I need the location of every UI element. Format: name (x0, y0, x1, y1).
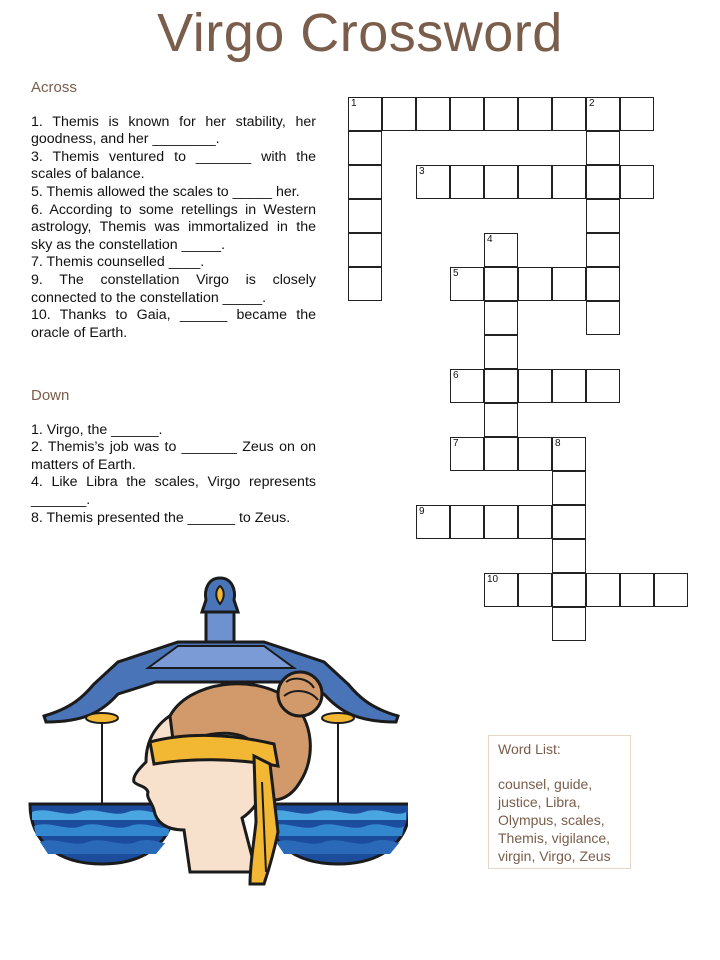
crossword-cell[interactable] (620, 573, 654, 607)
crossword-cell[interactable] (518, 505, 552, 539)
crossword-cell[interactable] (552, 607, 586, 641)
across-clue: 6. According to some retellings in Western astrology, Themis was immortalized in the sky as the constellation _____. (31, 201, 316, 253)
word-list-line: Olympus, scales, (498, 812, 605, 828)
clue-number: 9 (419, 506, 425, 517)
across-clues (31, 79, 316, 342)
crossword-cell[interactable] (450, 369, 484, 403)
crossword-cell[interactable] (654, 573, 688, 607)
crossword-cell[interactable] (552, 539, 586, 573)
crossword-cell[interactable] (586, 301, 620, 335)
crossword-cell[interactable] (348, 233, 382, 267)
right-scale-pan (266, 804, 408, 864)
crossword-cell[interactable] (348, 199, 382, 233)
crossword-cell[interactable] (586, 97, 620, 131)
crossword-cell[interactable] (518, 97, 552, 131)
clue-number: 3 (419, 166, 425, 177)
crossword-cell[interactable] (586, 369, 620, 403)
crossword-cell[interactable] (484, 267, 518, 301)
crossword-cell[interactable] (552, 267, 586, 301)
scale-finial (202, 578, 238, 644)
crossword-cell[interactable] (484, 403, 518, 437)
down-clues (31, 387, 316, 527)
crossword-cell[interactable] (552, 505, 586, 539)
crossword-cell[interactable] (586, 267, 620, 301)
word-list-line: justice, Libra, (498, 794, 581, 810)
across-clue: 10. Thanks to Gaia, ______ became the oracle of Earth. (31, 307, 316, 341)
crossword-cell[interactable] (484, 573, 518, 607)
crossword-cell[interactable] (586, 131, 620, 165)
crossword-cell[interactable] (620, 165, 654, 199)
crossword-cell[interactable] (484, 233, 518, 267)
crossword-cell[interactable] (450, 97, 484, 131)
crossword-cell[interactable] (484, 165, 518, 199)
crossword-cell[interactable] (450, 267, 484, 301)
down-clue: 8. Themis presented the ______ to Zeus. (31, 509, 291, 526)
crossword-cell[interactable] (552, 471, 586, 505)
crossword-cell[interactable] (552, 165, 586, 199)
clue-number: 4 (487, 234, 493, 245)
word-list-heading: Word List: (498, 741, 561, 757)
crossword-cell[interactable] (348, 267, 382, 301)
down-clue: 1. Virgo, the ______. (31, 421, 163, 438)
crossword-cell[interactable] (348, 97, 382, 131)
word-list-line: Themis, vigilance, (498, 830, 611, 846)
word-list (488, 735, 631, 869)
crossword-cell[interactable] (552, 369, 586, 403)
crossword-cell[interactable] (348, 165, 382, 199)
clue-number: 2 (589, 98, 595, 109)
themis-scales-illustration (28, 572, 408, 902)
page-title: Virgo Crossword (157, 3, 563, 63)
clue-number: 7 (453, 438, 459, 449)
across-heading: Across (31, 79, 77, 96)
crossword-cell[interactable] (484, 437, 518, 471)
word-list-line: virgin, Virgo, Zeus (498, 848, 611, 864)
clue-number: 6 (453, 370, 459, 381)
crossword-cell[interactable] (586, 165, 620, 199)
crossword-cell[interactable] (484, 505, 518, 539)
crossword-cell[interactable] (484, 97, 518, 131)
crossword-cell[interactable] (552, 437, 586, 471)
crossword-cell[interactable] (518, 267, 552, 301)
crossword-cell[interactable] (450, 437, 484, 471)
left-scale-pan (30, 804, 174, 864)
crossword-cell[interactable] (518, 573, 552, 607)
crossword-cell[interactable] (450, 165, 484, 199)
crossword-cell[interactable] (416, 97, 450, 131)
crossword-cell[interactable] (552, 573, 586, 607)
crossword-cell[interactable] (484, 301, 518, 335)
down-clue: 4. Like Libra the scales, Virgo represents _______. (31, 474, 316, 508)
across-clue: 1. Themis is known for her stability, her goodness, and her ________. (31, 113, 316, 148)
crossword-cell[interactable] (382, 97, 416, 131)
clue-number: 5 (453, 268, 459, 279)
crossword-cell[interactable] (518, 369, 552, 403)
crossword-cell[interactable] (518, 437, 552, 471)
crossword-cell[interactable] (484, 369, 518, 403)
crossword-cell[interactable] (348, 131, 382, 165)
crossword-cell[interactable] (416, 505, 450, 539)
across-clue: 3. Themis ventured to _______ with the scales of balance. (31, 148, 316, 183)
across-clue: 7. Themis counselled ____. (31, 254, 205, 271)
crossword-cell[interactable] (586, 233, 620, 267)
down-heading: Down (31, 387, 70, 404)
crossword-cell[interactable] (586, 199, 620, 233)
crossword-cell[interactable] (484, 335, 518, 369)
crossword-cell[interactable] (620, 97, 654, 131)
across-clue: 9. The constellation Virgo is closely connected to the constellation _____. (31, 271, 316, 306)
clue-number: 1 (351, 98, 357, 109)
crossword-cell[interactable] (450, 505, 484, 539)
crossword-cell[interactable] (416, 165, 450, 199)
clue-number: 8 (555, 438, 561, 449)
crossword-cell[interactable] (552, 97, 586, 131)
crossword-cell[interactable] (586, 573, 620, 607)
clue-number: 10 (487, 574, 499, 585)
crossword-cell[interactable] (518, 165, 552, 199)
across-clue: 5. Themis allowed the scales to _____ her. (31, 183, 300, 200)
down-clue: 2. Themis’s job was to _______ Zeus on on matters of Earth. (31, 439, 316, 473)
word-list-line: counsel, guide, (498, 776, 593, 792)
